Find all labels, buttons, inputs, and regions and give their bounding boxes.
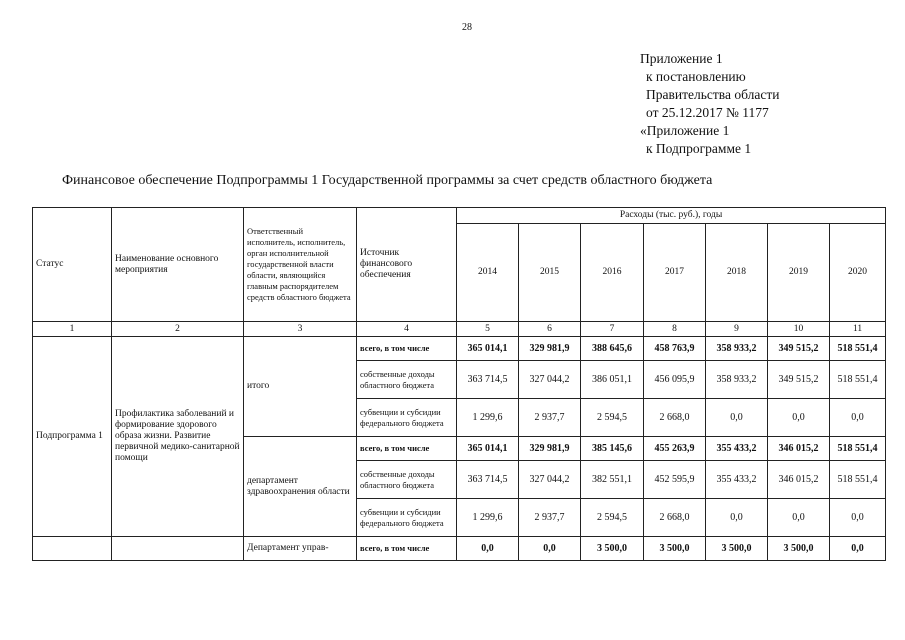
value-cell: 3 500,0 (581, 537, 644, 561)
column-number-row (33, 322, 886, 337)
value-cell: 329 981,9 (519, 337, 581, 361)
page-number: 28 (462, 22, 472, 33)
value-cell: 518 551,4 (830, 337, 886, 361)
value-cell: 355 433,2 (706, 461, 768, 499)
value-cell: 3 500,0 (706, 537, 768, 561)
appendix-line: к Подпрограмме 1 (646, 141, 752, 156)
value-cell: 349 515,2 (768, 361, 830, 399)
column-number: 4 (357, 322, 457, 337)
value-cell: 0,0 (768, 399, 830, 437)
value-cell: 363 714,5 (457, 461, 519, 499)
value-cell: 358 933,2 (706, 361, 768, 399)
value-cell: 382 551,1 (581, 461, 644, 499)
column-number: 10 (768, 322, 830, 337)
appendix-line: от 25.12.2017 № 1177 (646, 105, 769, 120)
value-cell: 1 299,6 (457, 499, 519, 537)
value-cell: 2 668,0 (644, 499, 706, 537)
source-cell: собственные доходы областного бюджета (357, 361, 457, 399)
header-year: 2020 (830, 224, 886, 322)
header-name: Наименование основного мероприятия (112, 208, 244, 322)
column-number: 8 (644, 322, 706, 337)
value-cell: 518 551,4 (830, 437, 886, 461)
column-number: 5 (457, 322, 519, 337)
header-year: 2019 (768, 224, 830, 322)
value-cell: 3 500,0 (644, 537, 706, 561)
value-cell: 518 551,4 (830, 461, 886, 499)
value-cell: 385 145,6 (581, 437, 644, 461)
column-number: 1 (33, 322, 112, 337)
value-cell: 346 015,2 (768, 461, 830, 499)
status-cell: Подпрограмма 1 (33, 337, 112, 537)
value-cell: 365 014,1 (457, 437, 519, 461)
header-source: Источник финансового обеспечения (357, 208, 457, 322)
column-number: 7 (581, 322, 644, 337)
value-cell: 363 714,5 (457, 361, 519, 399)
value-cell: 2 594,5 (581, 499, 644, 537)
source-cell: всего, в том числе (357, 337, 457, 361)
column-number: 6 (519, 322, 581, 337)
value-cell: 456 095,9 (644, 361, 706, 399)
value-cell: 458 763,9 (644, 337, 706, 361)
value-cell: 327 044,2 (519, 461, 581, 499)
financing-table (32, 207, 886, 561)
value-cell: 346 015,2 (768, 437, 830, 461)
header-year: 2018 (706, 224, 768, 322)
value-cell: 358 933,2 (706, 337, 768, 361)
value-cell: 0,0 (457, 537, 519, 561)
value-cell: 3 500,0 (768, 537, 830, 561)
value-cell: 0,0 (830, 399, 886, 437)
value-cell: 388 645,6 (581, 337, 644, 361)
header-year: 2014 (457, 224, 519, 322)
value-cell: 386 051,1 (581, 361, 644, 399)
table-row (33, 337, 886, 361)
column-number: 3 (244, 322, 357, 337)
column-number: 2 (112, 322, 244, 337)
value-cell: 349 515,2 (768, 337, 830, 361)
source-cell: всего, в том числе (357, 437, 457, 461)
value-cell: 455 263,9 (644, 437, 706, 461)
value-cell: 355 433,2 (706, 437, 768, 461)
value-cell: 0,0 (830, 499, 886, 537)
value-cell: 365 014,1 (457, 337, 519, 361)
table-row (33, 537, 886, 561)
activity-cell (112, 537, 244, 561)
document-title: Финансовое обеспечение Подпрограммы 1 Государственной программы за счет средств областного бюджета (62, 173, 713, 188)
responsible-cell: Департамент управ- (244, 537, 357, 561)
value-cell: 0,0 (519, 537, 581, 561)
appendix-block (640, 50, 779, 158)
value-cell: 0,0 (706, 499, 768, 537)
column-number: 11 (830, 322, 886, 337)
appendix-line: «Приложение 1 (640, 123, 730, 138)
source-cell: собственные доходы областного бюджета (357, 461, 457, 499)
value-cell: 518 551,4 (830, 361, 886, 399)
appendix-line: Приложение 1 (640, 51, 723, 66)
responsible-cell: департамент здравоохранения области (244, 437, 357, 537)
column-number: 9 (706, 322, 768, 337)
value-cell: 0,0 (706, 399, 768, 437)
source-cell: субвенции и субсидии федерального бюджета (357, 399, 457, 437)
header-expenses: Расходы (тыс. руб.), годы (457, 208, 886, 224)
appendix-line: Правительства области (646, 87, 780, 102)
value-cell: 2 937,7 (519, 399, 581, 437)
value-cell: 2 937,7 (519, 499, 581, 537)
source-cell: всего, в том числе (357, 537, 457, 561)
value-cell: 0,0 (830, 537, 886, 561)
value-cell: 452 595,9 (644, 461, 706, 499)
header-year: 2016 (581, 224, 644, 322)
value-cell: 1 299,6 (457, 399, 519, 437)
value-cell: 327 044,2 (519, 361, 581, 399)
header-responsible: Ответственный исполнитель, исполнитель, орган исполнительной государственной власти области, являющийся главным распорядителем средств областного бюджета (244, 208, 357, 322)
value-cell: 2 668,0 (644, 399, 706, 437)
value-cell: 0,0 (768, 499, 830, 537)
status-cell (33, 537, 112, 561)
value-cell: 329 981,9 (519, 437, 581, 461)
responsible-cell: итого (244, 337, 357, 437)
value-cell: 2 594,5 (581, 399, 644, 437)
header-status: Статус (33, 208, 112, 322)
appendix-line: к постановлению (646, 69, 746, 84)
activity-cell: Профилактика заболеваний и формирование здорового образа жизни. Развитие первичной медико-санитарной помощи (112, 337, 244, 537)
source-cell: субвенции и субсидии федерального бюджета (357, 499, 457, 537)
header-year: 2017 (644, 224, 706, 322)
header-year: 2015 (519, 224, 581, 322)
